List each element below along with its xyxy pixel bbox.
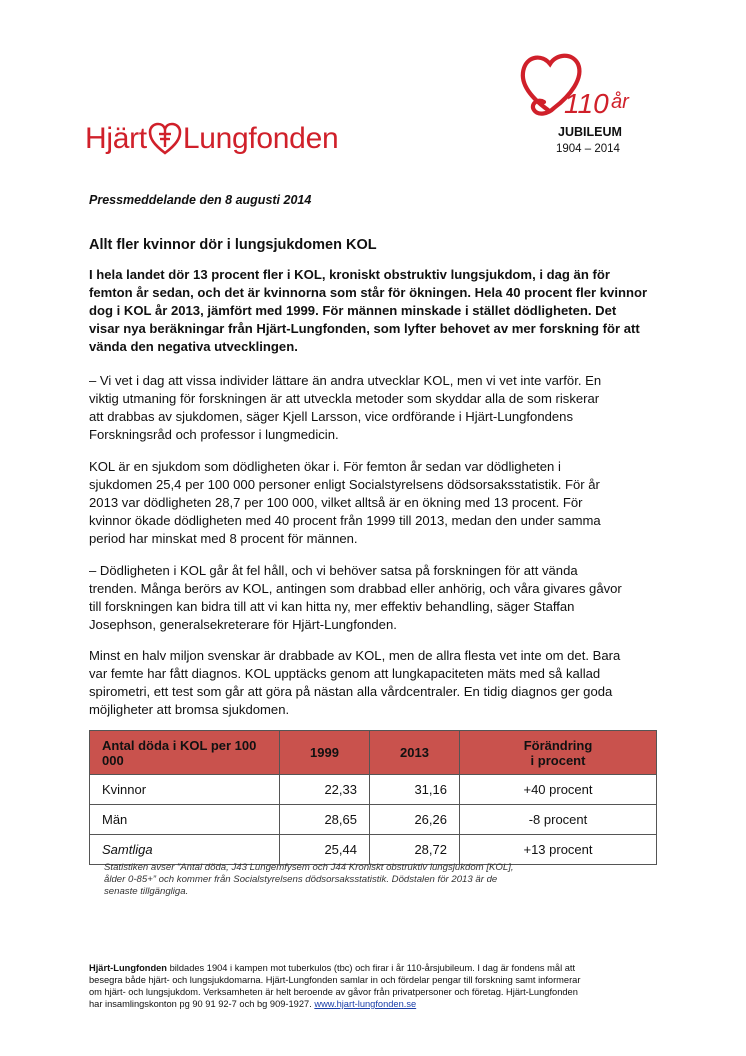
footer-text: har insamlingskonton pg 90 91 92-7 och bg 909-1927. xyxy=(89,999,315,1009)
text-line: I hela landet dör 13 procent fler i KOL, kroniskt obstruktiv lungsjukdom, i dag än för xyxy=(89,267,610,282)
headline: Allt fler kvinnor dör i lungsjukdomen KOL xyxy=(89,237,377,253)
text-line: viktig utmaning för forskningen är att utveckla metoder som skyddar alla de som riskerar xyxy=(89,391,600,406)
text-line: – Vi vet i dag att vissa individer lättare än andra utvecklar KOL, men vi vet inte varför. En xyxy=(89,373,602,388)
text-line: vända den negativa utvecklingen. xyxy=(89,339,298,354)
header-year-1999: 1999 xyxy=(280,731,370,775)
footer-line xyxy=(89,998,669,1010)
value-1999: 28,65 xyxy=(280,805,370,835)
text-line: var femte har fått diagnos. KOL upptäcks genom att lungkapaciteten mäts med så kallad xyxy=(89,666,601,681)
text-line: att drabbas av sjukdomen, säger Kjell Larsson, vice ordförande i Hjärt-Lungfondens xyxy=(89,409,574,424)
footer-text: bildades 1904 i kampen mot tuberkulos (tbc) och firar i år 110-årsjubileum. I dag är fondens mål att xyxy=(166,963,576,973)
jubilee-unit: år xyxy=(611,91,629,113)
text-line: möjligheter att bromsa sjukdomen. xyxy=(89,702,290,717)
footer-line: om hjärt- och lungsjukdom. Verksamheten är helt beroende av gåvor från privatpersoner och företag. Hjärt-Lungfonden xyxy=(89,987,578,997)
header-category: Antal döda i KOL per 100 000 xyxy=(90,731,280,775)
header-year-2013: 2013 xyxy=(370,731,460,775)
website-link[interactable]: www.hjart-lungfonden.se xyxy=(314,999,417,1009)
table-source-note xyxy=(104,862,564,898)
table-row xyxy=(90,775,657,805)
text-line: visar nya beräkningar från Hjärt-Lungfonden, som lyfter behovet av mer forskning för att xyxy=(89,321,640,336)
text-line: dog i KOL år 2013, jämfört med 1999. För männen minskade i stället dödligheten. Det xyxy=(89,303,617,318)
logo-text-right: Lungfonden xyxy=(182,122,339,155)
value-change: +13 procent xyxy=(460,835,657,865)
row-label: Kvinnor xyxy=(90,775,280,805)
text-line: KOL är en sjukdom som dödligheten ökar i. För femton år sedan var dödligheten i xyxy=(89,459,561,474)
text-line: Minst en halv miljon svenskar är drabbade av KOL, men de allra flesta vet inte om det. Bara xyxy=(89,648,621,663)
kol-mortality-table xyxy=(89,730,657,865)
logo-text-left: Hjärt xyxy=(85,122,147,155)
value-2013: 28,72 xyxy=(370,835,460,865)
header-change xyxy=(460,731,657,775)
jubilee-badge xyxy=(508,44,644,162)
row-label: Män xyxy=(90,805,280,835)
quote-paragraph-josephson xyxy=(89,562,649,634)
diagnosis-paragraph xyxy=(89,647,649,719)
text-line: Forskningsråd och professor i lungmedicin. xyxy=(89,427,339,442)
press-release-date: Pressmeddelande den 8 augusti 2014 xyxy=(89,193,312,207)
organization-footer xyxy=(89,962,669,1010)
hjart-lungfonden-logo xyxy=(85,119,385,159)
value-change: -8 procent xyxy=(460,805,657,835)
table-row xyxy=(90,835,657,865)
note-line: ålder 0-85+” och kommer från Socialstyrelsens dödsorsaksstatistik. Dödstalen för 2013 är de xyxy=(104,874,498,885)
note-line: senaste tillgängliga. xyxy=(104,886,189,897)
value-2013: 31,16 xyxy=(370,775,460,805)
quote-paragraph-larsson xyxy=(89,372,649,444)
text-line: Josephson, generalsekreterare för Hjärt-Lungfonden. xyxy=(89,617,397,632)
text-line: kvinnor ökade dödligheten med 40 procent från 1999 till 2013, medan den under samma xyxy=(89,513,601,528)
footer-line: besegra både hjärt- och lungsjukdomarna. Hjärt-Lungfonden samlar in och fördelar pengar till forskning samt informerar xyxy=(89,975,581,985)
text-line: – Dödligheten i KOL går åt fel håll, och vi behöver satsa på forskningen för att vända xyxy=(89,563,578,578)
jubilee-number: 110 xyxy=(564,88,609,119)
value-2013: 26,26 xyxy=(370,805,460,835)
header-change-line2: i procent xyxy=(530,752,586,768)
note-line: Statistiken avser ”Antal döda, J43 Lungemfysem och J44 Kroniskt obstruktiv lungsjukdom [KOL], xyxy=(104,862,514,873)
footer-line xyxy=(89,962,669,974)
text-line: femton år sedan, och det är kvinnorna som står för ökningen. Hela 40 procent fler kvinnor xyxy=(89,285,648,300)
header-change-line1: Förändring xyxy=(523,737,593,753)
row-label: Samtliga xyxy=(90,835,280,865)
jubilee-years: 1904 – 2014 xyxy=(556,143,620,155)
footer-org-name: Hjärt-Lungfonden xyxy=(89,963,167,973)
mortality-paragraph xyxy=(89,458,649,548)
table-header-row xyxy=(90,731,657,775)
value-1999: 25,44 xyxy=(280,835,370,865)
table-row xyxy=(90,805,657,835)
jubilee-label: JUBILEUM xyxy=(558,125,622,139)
text-line: sjukdomen 25,4 per 100 000 personer enligt Socialstyrelsens dödsorsaksstatistik. För år xyxy=(89,477,600,492)
text-line: 2013 var dödligheten 28,7 per 100 000, vilket alltså är en ökning med 13 procent. För xyxy=(89,495,583,510)
value-change: +40 procent xyxy=(460,775,657,805)
text-line: trenden. Många berörs av KOL, antingen som drabbad eller anhörig, och våra givares gåvor xyxy=(89,581,622,596)
text-line: spirometri, ett test som går att göra på nästan alla vårdcentraler. En tidig diagnos ger goda xyxy=(89,684,613,699)
value-1999: 22,33 xyxy=(280,775,370,805)
heart-lung-icon xyxy=(148,119,182,159)
text-line: period har minskat med 8 procent för männen. xyxy=(89,531,358,546)
text-line: till forskningen kan bidra till att vi kan hitta ny, mer effektiv behandling, säger Staffan xyxy=(89,599,575,614)
intro-paragraph xyxy=(89,266,649,356)
